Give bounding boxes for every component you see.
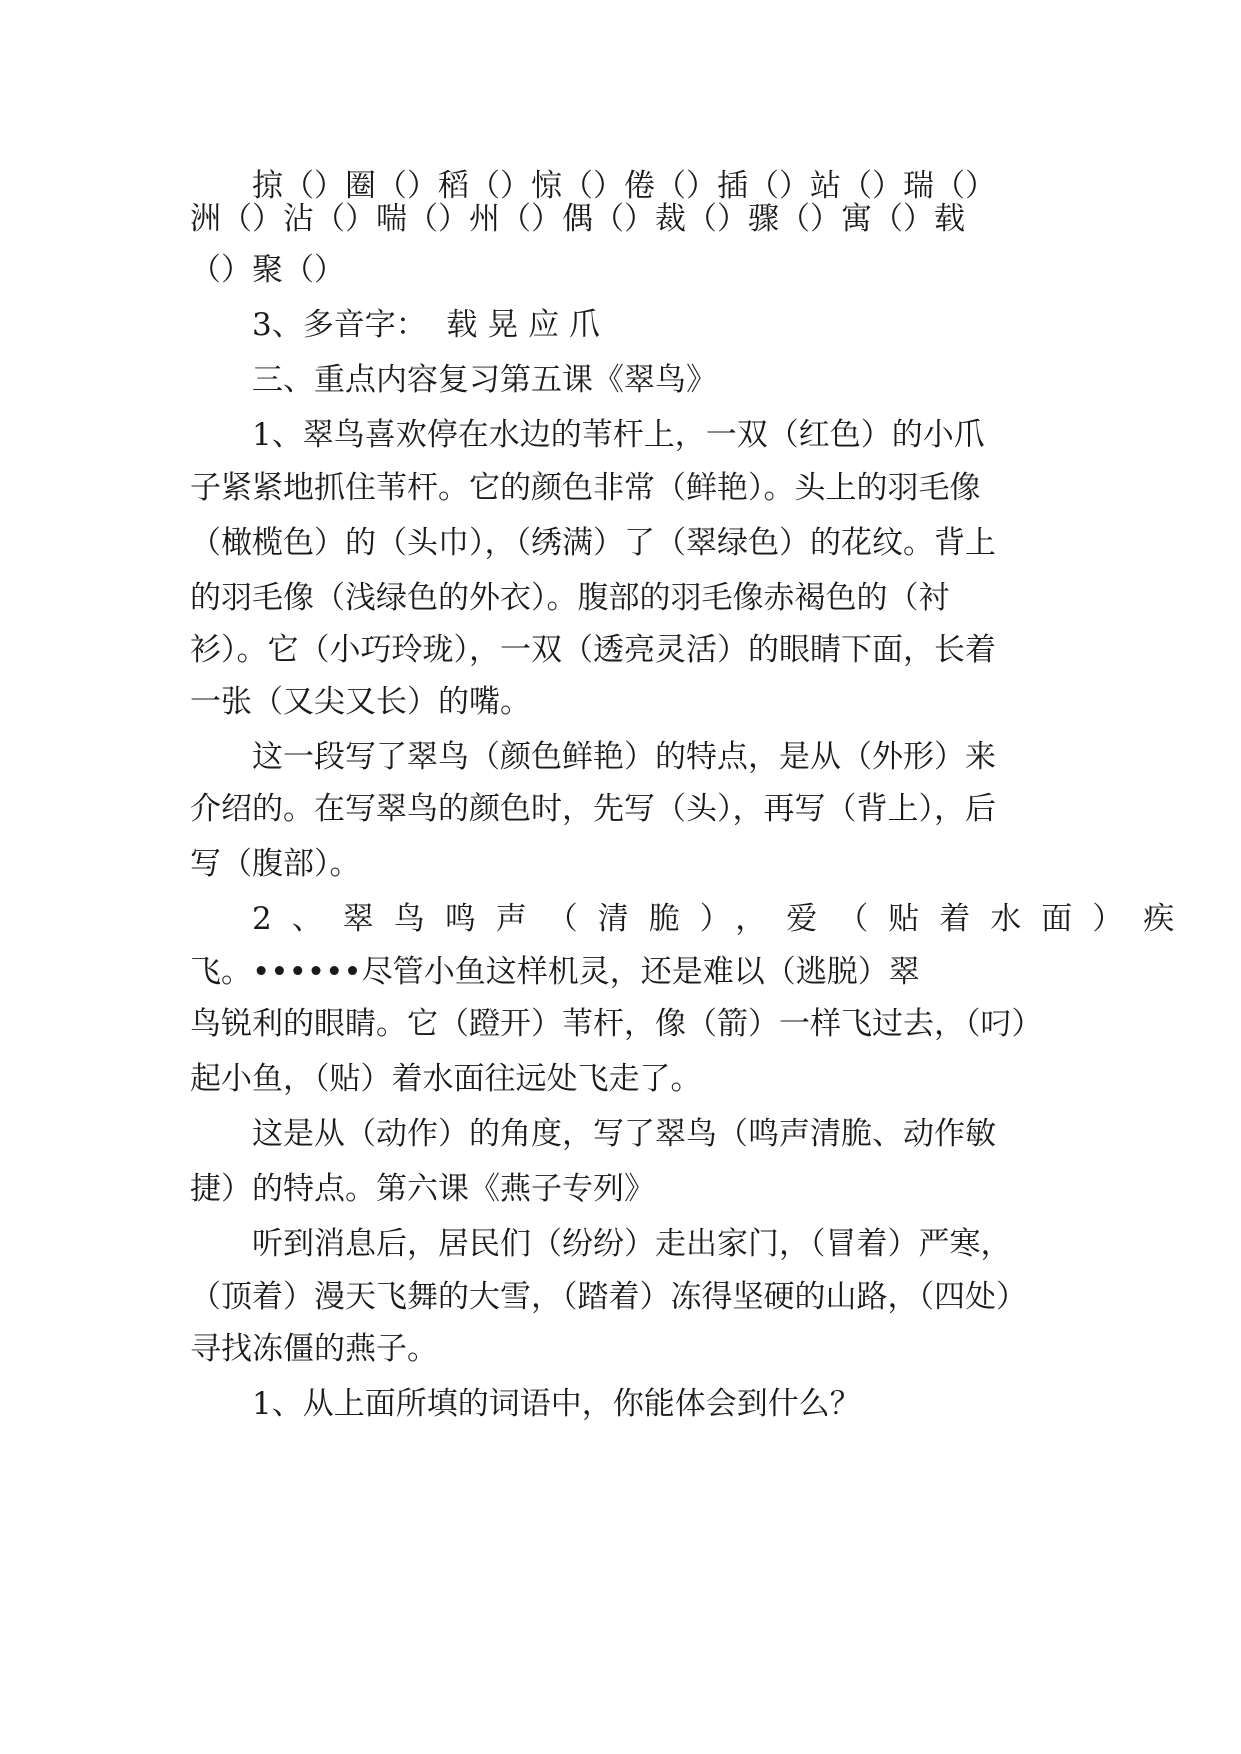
text-line-11: 一张（又尖又长）的嘴。 xyxy=(190,684,531,720)
section-heading: 三、重点内容复习第五课《翠鸟》 xyxy=(252,362,717,398)
text-line-3: （）聚（） xyxy=(190,252,345,288)
text-line-24: 1、从上面所填的词语中，你能体会到什么？ xyxy=(252,1386,861,1422)
text-line-21: 听到消息后，居民们（纷纷）走出家门，（冒着）严寒， xyxy=(252,1226,1012,1262)
text-line-14: 写（腹部）。 xyxy=(190,846,361,882)
text-line-2: 洲（）沾（）喘（）州（）偶（）裁（）骤（）寓（）载 xyxy=(190,201,965,237)
text-line-17: 鸟锐利的眼睛。它（蹬开）苇杆，像（箭）一样飞过去，（叼） xyxy=(190,1006,1043,1042)
text-line-4: 3、多音字： 载 晃 应 爪 xyxy=(252,307,600,343)
text-line-8: （橄榄色）的（头巾），（绣满）了（翠绿色）的花纹。背上 xyxy=(190,525,996,561)
text-line-19: 这是从（动作）的角度，写了翠鸟（鸣声清脆、动作敏 xyxy=(252,1116,996,1152)
text-line-22: （顶着）漫天飞舞的大雪，（踏着）冻得坚硬的山路，（四处） xyxy=(190,1279,1027,1315)
text-line-9: 的羽毛像（浅绿色的外衣）。腹部的羽毛像赤褐色的（衬 xyxy=(190,580,950,616)
text-line-16: 飞。••••••尽管小鱼这样机灵，还是难以（逃脱）翠 xyxy=(190,954,920,990)
text-line-7: 子紧紧地抓住苇杆。它的颜色非常（鲜艳）。头上的羽毛像 xyxy=(190,470,981,506)
text-line-20: 捷）的特点。第六课《燕子专列》 xyxy=(190,1171,655,1207)
text-line-1: 掠（）圈（）稻（）惊（）倦（）插（）站（）瑞（） xyxy=(252,168,996,204)
text-line-13: 介绍的。在写翠鸟的颜色时，先写（头），再写（背上），后 xyxy=(190,791,996,827)
text-line-6: 1、翠鸟喜欢停在水边的苇杆上，一双（红色）的小爪 xyxy=(252,417,985,453)
text-line-23: 寻找冻僵的燕子。 xyxy=(190,1331,438,1367)
text-line-10: 衫）。它（小巧玲珑），一双（透亮灵活）的眼睛下面，长着 xyxy=(190,632,996,668)
text-line-12: 这一段写了翠鸟（颜色鲜艳）的特点，是从（外形）来 xyxy=(252,739,996,775)
text-line-15: 2、翠鸟鸣声（清脆），爱（贴着水面）疾 xyxy=(252,901,1195,937)
text-line-18: 起小鱼，（贴）着水面往远处飞走了。 xyxy=(190,1061,702,1097)
